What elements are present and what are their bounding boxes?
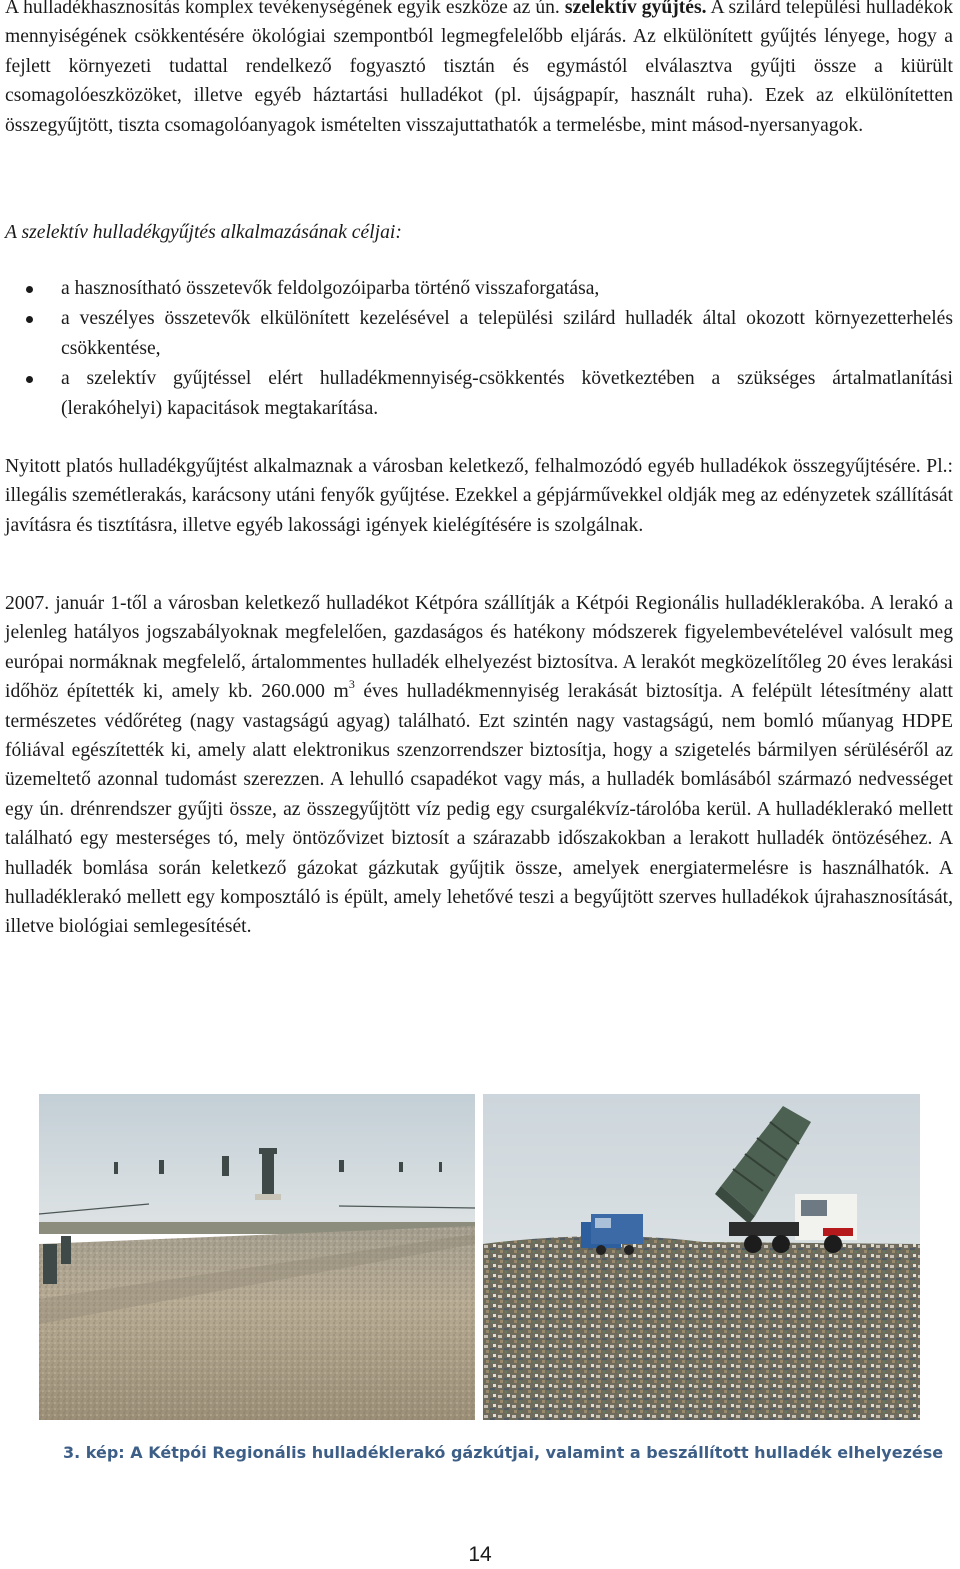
cubic-superscript: 3: [348, 677, 355, 692]
collection-paragraph: Nyitott platós hulladékgyűjtést alkalmaznak a városban keletkező, felhalmozódó egyéb hulladékok összegyűjtésére. Pl.: illegális szemétlerakás, karácsony utáni fenyők gyűjtése. Ezekkel a gépjárművekkel oldják meg az edényzetek szállítását javításra és tisztításra, illetve egyéb lakossági igények kielégítésére is szolgálnak.: [5, 456, 953, 536]
landfill-text-rest: éves hulladékmennyiség lerakását biztosítja. A felépült létesítmény alatt természetes védőréteg (nagy vastagságú agyag) található. Ezt szintén nagy vastagságú, nem bomló műanyag HDPE fóliával egészítették ki, amely alatt elektronikus szenzorrendszer biztosítja, hogy a szigetelés bármilyen sérüléséről az üzemeltető azonnal tudomást szerezzen. A lehulló csapadékot vagy más, a hulladék bomlásából származó nedvességet egy ún. drénrendszer gyűjti össze, az összegyűjtött víz pedig egy csurgalékvíz-tárolóba kerül. A hulladéklerakó mellett található egy mesterséges tó, mely öntözővizet biztosít a szárazabb időszakokban a lerakott hulladék öntözéséhez. A hulladék bomlása során keletkező gázokat gázkutak gyűjtik össze, amelyek energiatermelésre is használhatók. A hulladéklerakó mellett egy komposztáló is épült, amely lehetővé teszi a begyűjtött szerves hulladékok újrahasznosítását, illetve biológiai semlegesítését.: [5, 681, 954, 938]
landfill-text-start: 2007. január 1-től a városban keletkező hulladékot Kétpóra szállítják a Kétpói Regionális hulladéklerakóba. A lerakó a jelenleg hatályos jogszabályoknak megfelelően, gazdaságos és hatékony módszerek figyelembevételével valósult meg európai normáknak megfelelő, ártalommentes hulladék elhelyezést biztosítva. A lerakót megközelítőleg 20 éves lerakási időhöz építették ki, amely kb. 260.000 m: [5, 593, 953, 703]
intro-bold-term: szelektív gyűjtés.: [564, 0, 707, 18]
list-item: [0, 364, 953, 423]
aims-heading: A szelektív hulladékgyűjtés alkalmazásának céljai:: [5, 222, 402, 243]
landfill-paragraph: [5, 589, 953, 942]
waste-dumping-photo: [483, 1094, 920, 1420]
bullet-icon: [26, 316, 33, 323]
list-item-text: a hasznosítható összetevők feldolgozóiparba történő visszaforgatása,: [61, 278, 600, 299]
list-item: [0, 274, 953, 303]
figure-caption: 3. kép: A Kétpói Regionális hulladéklerakó gázkútjai, valamint a beszállított hulladék elhelyezése: [63, 1443, 944, 1462]
list-item-text: a szelektív gyűjtéssel elért hulladékmennyiség-csökkentés következtében a szükséges ártalmatlanítási (lerakóhelyi) kapacitások megtakarítása.: [61, 368, 953, 419]
intro-text-rest: A szilárd települési hulladékok mennyiségének csökkentésére ökológiai szempontból legmegfelelőbb eljárás. Az elkülönített gyűjtés lényege, hogy a fejlett környezeti tudattal rendelkező fogyasztó tisztán és egymástól elválasztva gyűjti össze a kiürült csomagolóeszközöket, illetve egyéb háztartási hulladékot (pl. újságpapír, használt ruha). Ezek az elkülönítetten összegyűjtött, tiszta csomagolóanyagok ismételten visszajuttathatók a termelésbe, mint másod-nyersanyagok.: [5, 0, 953, 136]
page-number: 14: [468, 1543, 492, 1566]
landfill-gas-wells-photo: [39, 1094, 475, 1420]
intro-text-start: A hulladékhasznosítás komplex tevékenységének egyik eszköze az ún.: [5, 0, 565, 18]
list-item-text: a veszélyes összetevők elkülönített kezelésével a települési szilárd hulladék által okozott környezetterhelés csökkentése,: [61, 308, 953, 359]
intro-paragraph: [5, 0, 953, 140]
bullet-icon: [26, 376, 33, 383]
bullet-icon: [26, 286, 33, 293]
waste-dumping-image: [483, 1094, 920, 1420]
list-item: [0, 304, 953, 363]
aims-list: [0, 274, 960, 423]
landfill-gas-wells-image: [39, 1094, 475, 1420]
